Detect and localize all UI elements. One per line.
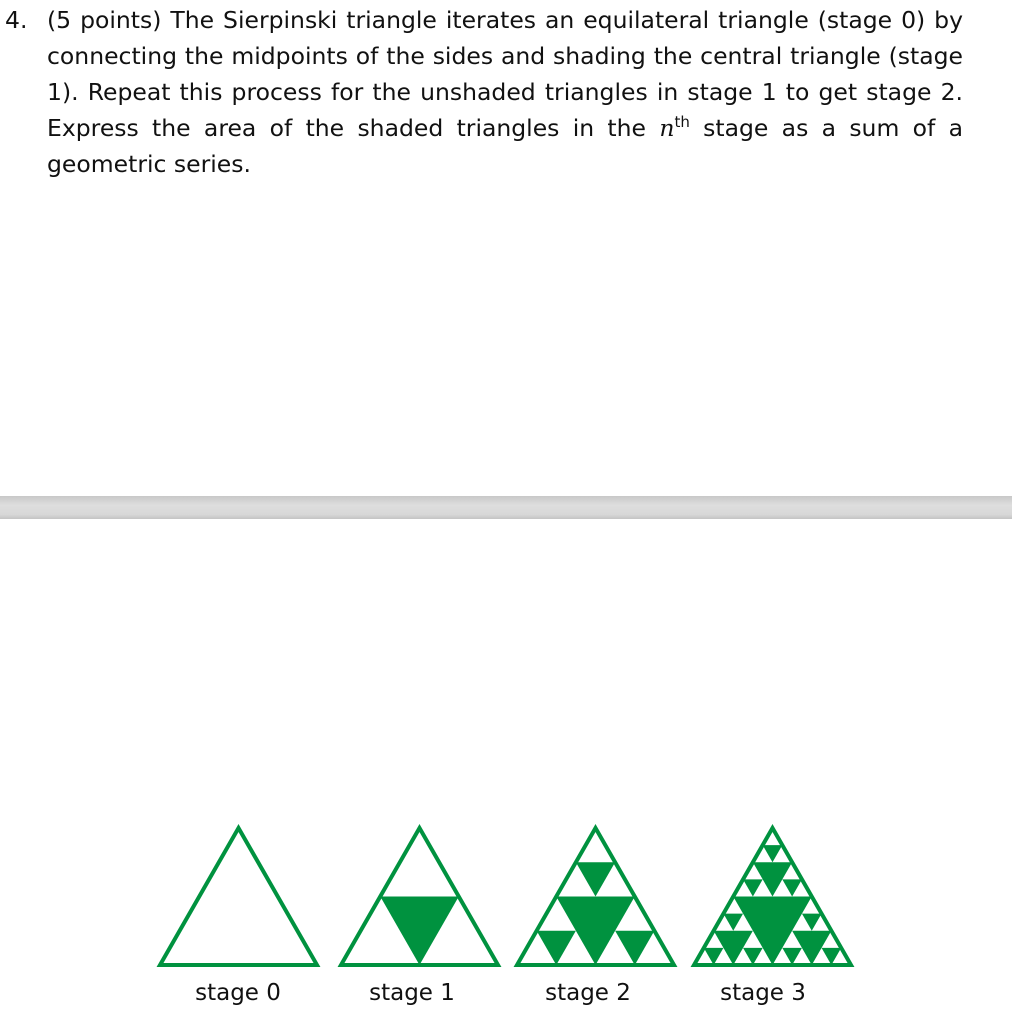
shaded-triangle xyxy=(615,931,654,965)
shaded-triangle xyxy=(822,948,842,965)
shaded-triangle xyxy=(380,897,459,966)
shaded-triangle xyxy=(576,862,615,896)
shaded-triangle xyxy=(704,948,724,965)
shaded-triangle xyxy=(743,948,763,965)
superscript-th: th xyxy=(674,113,690,132)
stage-label-3: stage 3 xyxy=(720,980,806,1006)
shaded-triangle xyxy=(802,914,822,931)
problem-text-end: stage as a sum of a geometric series. xyxy=(47,114,963,178)
shaded-triangle xyxy=(763,845,783,862)
sierpinski-figure xyxy=(0,800,1012,980)
shaded-triangle xyxy=(723,914,743,931)
stage-label-2: stage 2 xyxy=(545,980,631,1006)
problem-statement xyxy=(5,2,963,182)
page-divider xyxy=(0,496,1012,519)
stage-label-0: stage 0 xyxy=(195,980,281,1006)
shaded-triangle xyxy=(537,931,576,965)
shaded-triangle xyxy=(743,879,763,896)
problem-number: 4. xyxy=(5,6,28,34)
stage-label-1: stage 1 xyxy=(369,980,455,1006)
shaded-triangle xyxy=(782,948,802,965)
variable-n: n xyxy=(659,114,675,142)
shaded-triangle xyxy=(782,879,802,896)
problem-text: (5 points) The Sierpinski triangle iterates an equilateral triangle (stage 0) by connecting the midpoints of the sides and shading the central triangle (stage 1). Repeat this process for the unshaded triangles in stage 1 to get stage 2. Express the area of the shaded triangles in the xyxy=(47,6,963,142)
stage-0-outline-triangle xyxy=(160,828,317,965)
